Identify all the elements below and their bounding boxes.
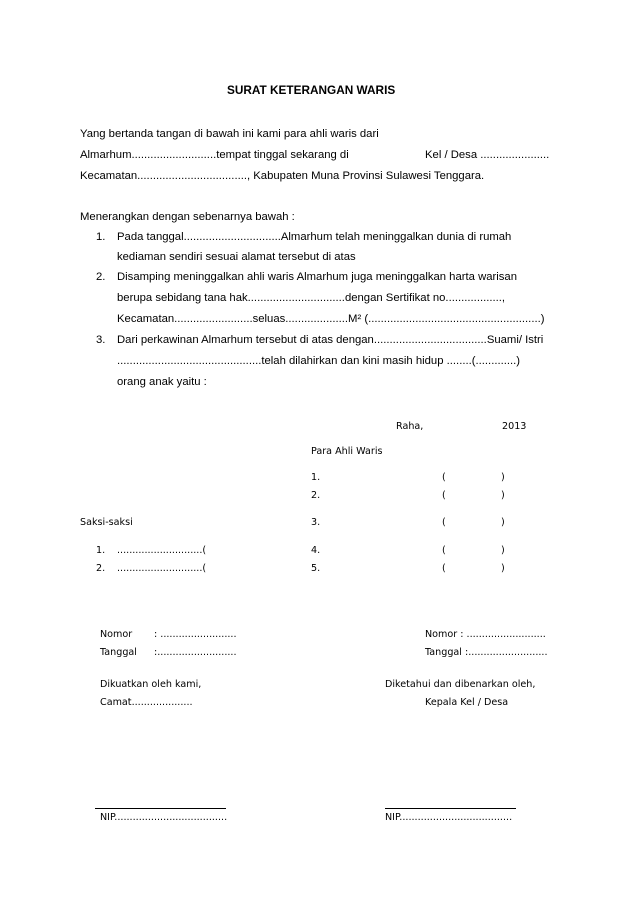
intro-line-2-right: Kel / Desa ...................... [425,149,550,161]
heir-number: 4. [311,545,321,556]
heir-number: 2. [311,490,321,501]
left-title: Camat.................... [100,697,193,708]
right-authority: Diketahui dan dibenarkan oleh, [385,679,536,690]
item-2-line-3: Kecamatan.........................seluas....................M² (.......................................................) [117,313,545,325]
right-tanggal: Tanggal :.......................... [425,647,548,658]
left-signature-line [95,808,226,809]
heir-close-paren: ) [501,545,505,556]
witness-number: 2. [96,563,106,574]
heir-close-paren: ) [501,517,505,528]
item-1-line-1: Pada tanggal...............................Almarhum telah meninggalkan dunia di rumah [117,231,512,243]
right-nip: NIP..................................... [385,812,513,823]
heir-number: 3. [311,517,321,528]
item-number-3: 3. [96,334,106,346]
left-nomor-value: : ......................... [154,629,237,640]
item-3-line-2: ..............................................telah dilahirkan dan kini masih hidup ........(.............) [117,355,521,367]
heir-close-paren: ) [501,490,505,501]
document-title: SURAT KETERANGAN WARIS [227,83,396,97]
heir-open-paren: ( [442,517,446,528]
right-title: Kepala Kel / Desa [425,697,509,708]
witness-name-line: ............................( [117,563,207,574]
right-signature-line [385,808,516,809]
left-tanggal-label: Tanggal [100,647,137,658]
witnesses-heading: Saksi-saksi [80,517,133,528]
heirs-heading: Para Ahli Waris [311,446,383,457]
witness-number: 1. [96,545,106,556]
item-1-line-2: kediaman sendiri sesuai alamat tersebut di atas [117,251,356,263]
item-3-line-3: orang anak yaitu : [117,376,207,388]
heir-number: 1. [311,472,321,483]
item-3-line-1: Dari perkawinan Almarhum tersebut di atas dengan....................................Suami/ Istri [117,334,544,346]
item-number-1: 1. [96,231,106,243]
heir-open-paren: ( [442,490,446,501]
witness-name-line: ............................( [117,545,207,556]
heir-close-paren: ) [501,563,505,574]
year-label: 2013 [502,421,527,432]
intro-line-2-left: Almarhum...........................tempat tinggal sekarang di [80,149,349,161]
heir-open-paren: ( [442,472,446,483]
left-authority: Dikuatkan oleh kami, [100,679,202,690]
left-nip: NIP..................................... [100,812,228,823]
heir-open-paren: ( [442,563,446,574]
intro-line-3: Kecamatan..................................., Kabupaten Muna Provinsi Sulawesi Tenggara. [80,170,485,182]
heir-close-paren: ) [501,472,505,483]
intro-line-1: Yang bertanda tangan di bawah ini kami para ahli waris dari [80,128,379,140]
item-2-line-1: Disamping meninggalkan ahli waris Almarhum juga meninggalkan harta warisan [117,271,517,283]
left-nomor-label: Nomor [100,629,133,640]
statement-heading: Menerangkan dengan sebenarnya bawah : [80,211,295,223]
item-2-line-2: berupa sebidang tana hak...............................dengan Sertifikat no.................., [117,292,506,304]
item-number-2: 2. [96,271,106,283]
heir-number: 5. [311,563,321,574]
left-tanggal-value: :.......................... [154,647,237,658]
right-nomor: Nomor : .......................... [425,629,546,640]
heir-open-paren: ( [442,545,446,556]
place-label: Raha, [396,421,424,432]
